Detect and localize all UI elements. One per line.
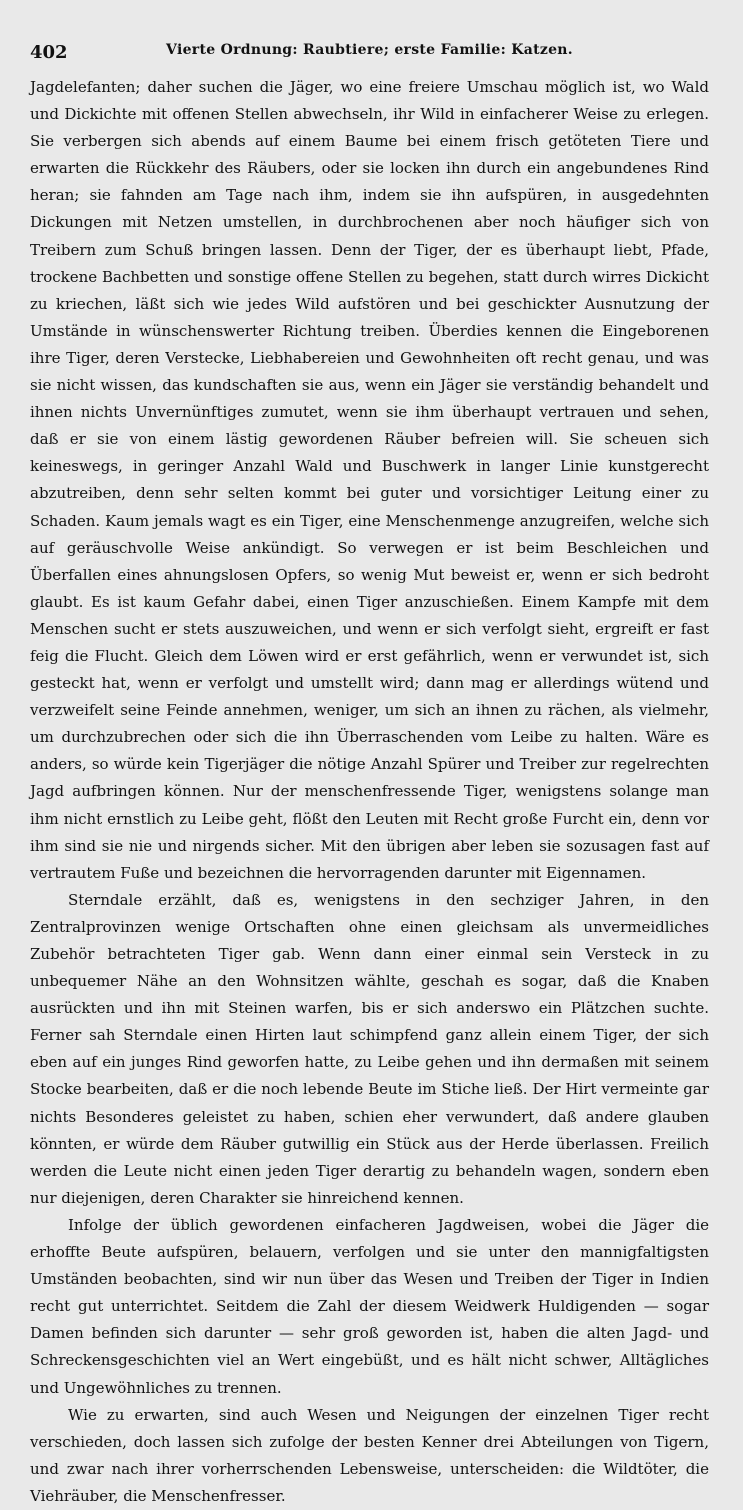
paragraph-3: Infolge der üblich gewordenen einfacheren Jagdweisen, wobei die Jäger die erhoffte Beute aufspüren, belauern, verfolgen und sie unter den mannigfaltigsten Umständen beobachten, sind wir nun über das Wesen und Treiben der Tiger in Indien recht gut unterrichtet. Seitdem die Zahl der diesem Weidwerk Huldigenden — sogar Damen befinden sich darunter — sehr groß geworden ist, haben die alten Jagd- und Schreckensgeschichten viel an Wert eingebüßt, und es hält nicht schwer, Alltägliches und Ungewöhnliches zu trennen. [30, 1215, 709, 1397]
running-head: Vierte Ordnung: Raubtiere; erste Familie: Katzen. [166, 42, 573, 58]
body-text [30, 74, 709, 1510]
page-number: 402 [30, 42, 68, 63]
paragraph-1: Jagdelefanten; daher suchen die Jäger, wo eine freiere Umschau möglich ist, wo Wald und Dickichte mit offenen Stellen abwechseln, ihr Wild in einfacherer Weise zu erlegen. Sie verbergen sich abends auf einem Baume bei einem frisch getöteten Tiere und erwarten die Rückkehr des Räubers, oder sie locken ihn durch ein angebundenes Rind heran; sie fahnden am Tage nach ihm, indem sie ihn aufspüren, in ausgedehnten Dickungen mit Netzen umstellen, in durchbrochenen aber noch häufiger sich von Treibern zum Schuß bringen lassen. Denn der Tiger, der es überhaupt liebt, Pfade, trockene Bachbetten und sonstige offene Stellen zu begehen, statt durch wirres Dickicht zu kriechen, läßt sich wie jedes Wild aufstören und bei geschickter Ausnutzung der Umstände in wünschenswerter Richtung treiben. Überdies kennen die Eingeborenen ihre Tiger, deren Verstecke, Liebhabereien und Gewohnheiten oft recht genau, und was sie nicht wissen, das kundschaften sie aus, wenn ein Jäger sie verständig behandelt und ihnen nichts Unvernünftiges zumutet, wenn sie ihm überhaupt vertrauen und sehen, daß er sie von einem lästig gewordenen Räuber befreien will. Sie scheuen sich keineswegs, in geringer Anzahl Wald und Buschwerk in langer Linie kunstgerecht abzutreiben, denn sehr selten kommt bei guter und vorsichtiger Leitung einer zu Schaden. Kaum jemals wagt es ein Tiger, eine Menschenmenge anzugreifen, welche sich auf geräuschvolle Weise ankündigt. So verwegen er ist beim Beschleichen und Überfallen eines ahnungslosen Opfers, so wenig Mut beweist er, wenn er sich bedroht glaubt. Es ist kaum Gefahr dabei, einen Tiger anzuschießen. Einem Kampfe mit dem Menschen sucht er stets auszuweichen, und wenn er sich verfolgt sieht, ergreift er fast feig die Flucht. Gleich dem Löwen wird er erst gefährlich, wenn er verwundet ist, sich gesteckt hat, wenn er verfolgt und umstellt wird; dann mag er allerdings wütend und verzweifelt seine Feinde annehmen, weniger, um sich an ihnen zu rächen, als vielmehr, um durchzubrechen oder sich die ihn Überraschenden vom Leibe zu halten. Wäre es anders, so würde kein Tigerjäger die nötige Anzahl Spürer und Treiber zur regelrechten Jagd aufbringen können. Nur der menschenfressende Tiger, wenigstens solange man ihm nicht ernstlich zu Leibe geht, flößt den Leuten mit Recht große Furcht ein, denn vor ihm sind sie nie und nirgends sicher. Mit den übrigen aber leben sie sozusagen fast auf vertrautem Fuße und bezeichnen die hervorragenden darunter mit Eigennamen. [30, 78, 709, 882]
paragraph-4: Wie zu erwarten, sind auch Wesen und Neigungen der einzelnen Tiger recht verschieden, doch lassen sich zufolge der besten Kenner drei Abteilungen von Tigern, und zwar nach ihrer vorherrschenden Lebensweise, unterscheiden: die Wildtöter, die Viehräuber, die Menschenfresser. [30, 1405, 709, 1505]
page-header [30, 38, 709, 68]
paragraph-2: Sterndale erzählt, daß es, wenigstens in den sechziger Jahren, in den Zentralprovinzen wenige Ortschaften ohne einen gleichsam als unvermeidliches Zubehör betrachteten Tiger gab. Wenn dann einer einmal sein Versteck in zu unbequemer Nähe an den Wohnsitzen wählte, geschah es sogar, daß die Knaben ausrückten und ihn mit Steinen warfen, bis er sich anderswo ein Plätzchen suchte. Ferner sah Sterndale einen Hirten laut schimpfend ganz allein einem Tiger, der sich eben auf ein junges Rind geworfen hatte, zu Leibe gehen und ihn dermaßen mit seinem Stocke bearbeiten, daß er die noch lebende Beute im Stiche ließ. Der Hirt vermeinte gar nichts Besonderes geleistet zu haben, schien eher verwundert, daß andere glauben könnten, er würde dem Räuber gutwillig ein Stück aus der Herde überlassen. Freilich werden die Leute nicht einen jeden Tiger derartig zu behandeln wagen, sondern eben nur diejenigen, deren Charakter sie hinreichend kennen. [30, 890, 709, 1207]
